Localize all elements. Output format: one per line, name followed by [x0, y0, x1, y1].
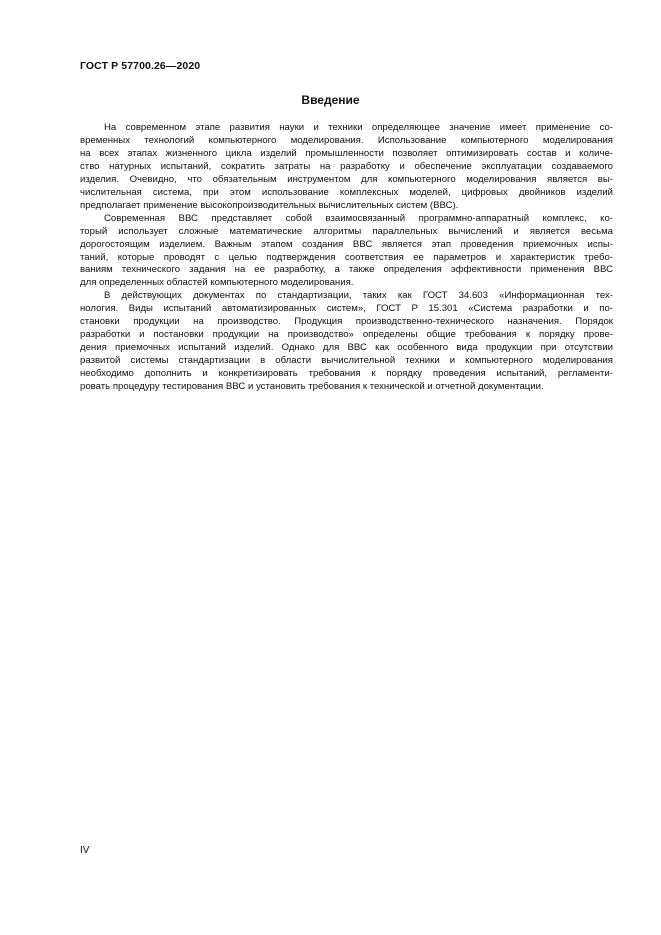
- paragraph-line: развитой системы стандартизации в области вычислительной техники и компьютерного моделирования: [80, 355, 613, 367]
- paragraph-line: В действующих документах по стандартизации, таких как ГОСТ 34.603 «Информационная тех-: [104, 290, 613, 302]
- paragraph-line: нология. Виды испытаний автоматизированных систем», ГОСТ Р 15.301 «Система разработки и по-: [80, 303, 613, 315]
- paragraph-line: становки продукции на производство. Продукция производственно-технического назначения. Порядок: [80, 316, 613, 328]
- paragraph-line: на всех этапах жизненного цикла изделий промышленности позволяет оптимизировать состав и количе-: [80, 147, 613, 159]
- paragraph-line: ство натурных испытаний, сократить затраты на разработку и обеспечение эксплуатации создаваемого: [80, 160, 613, 172]
- paragraph-line: На современном этапе развития науки и техники определяющее значение имеет применение со-: [104, 122, 613, 133]
- paragraph-line: необходимо дополнить и конкретизировать требования к порядку проведения испытаний, регламенти-: [80, 368, 613, 380]
- paragraph-line: дения приемочных испытаний изделий. Однако для ВВС как особенного вида продукции при отсутствии: [80, 342, 613, 354]
- paragraph-line: торый использует сложные математические алгоритмы параллельных вычислений и является весьма: [80, 225, 613, 237]
- paragraph-line: изделия. Очевидно, что обязательным инструментом для компьютерного моделирования является вы-: [80, 173, 613, 185]
- paragraph-line: временных технологий компьютерного моделирования. Использование компьютерного моделирования: [80, 134, 613, 146]
- document-body: [80, 122, 613, 394]
- page-number: IV: [80, 845, 90, 856]
- document-id: ГОСТ Р 57700.26—2020: [80, 60, 201, 72]
- paragraph-line: числительная система, при этом использование комплексных моделей, цифровых двойников изделий: [80, 186, 613, 198]
- paragraph-line: для определенных областей компьютерного моделирования.: [80, 277, 354, 289]
- section-title: Введение: [301, 93, 360, 107]
- paragraph-line: ваниям технического задания на ее разработку, а также определения эффективности применения ВВС: [80, 264, 613, 276]
- paragraph-line: Современная ВВС представляет собой взаимосвязанный программно-аппаратный комплекс, ко-: [104, 212, 613, 224]
- paragraph-line: предполагает применение высокопроизводительных вычислительных систем (ВВС).: [80, 199, 459, 211]
- paragraph-line: ровать процедуру тестирования ВВС и установить требования к технической и отчетной документации.: [80, 381, 544, 393]
- paragraph-line: таний, которые проводят с целью подтверждения соответствия ее параметров и характеристик требо-: [80, 251, 613, 263]
- paragraph-line: разработки и постановки продукции на производство» определены общие требования к порядку прове-: [80, 329, 613, 341]
- paragraph-line: дорогостоящим изделием. Важным этапом создания ВВС является этап проведения приемочных испы-: [80, 238, 613, 250]
